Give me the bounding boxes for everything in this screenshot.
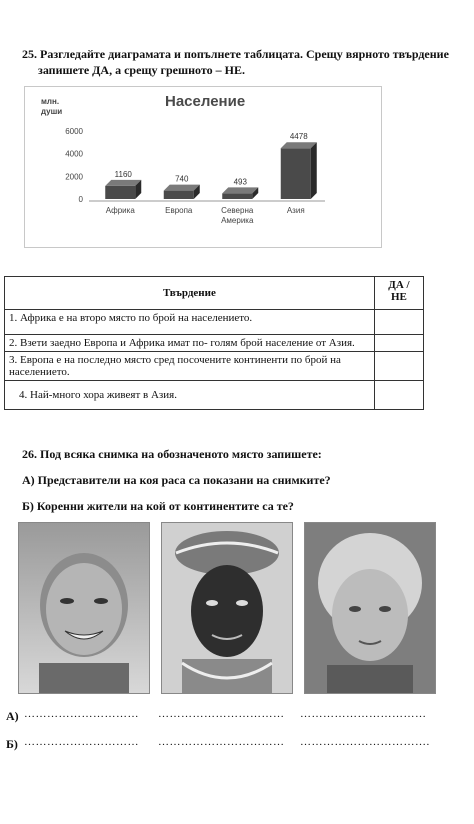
- x-tick-label: Европа: [165, 206, 193, 215]
- bar-top: [105, 180, 141, 186]
- bar-top: [281, 142, 317, 148]
- statements-table: [4, 276, 424, 410]
- q26-title: 26. Под всяка снимка на обозначеното място запишете:: [22, 447, 322, 461]
- answer-cell-4[interactable]: [374, 381, 423, 410]
- answer-a-line-2[interactable]: ……………………………: [158, 708, 285, 720]
- asian-child-photo: [18, 522, 150, 694]
- answer-b-label: Б): [6, 737, 18, 751]
- x-tick-label: Америка: [221, 216, 254, 225]
- answer-cell-1[interactable]: [374, 310, 423, 335]
- header-answer-line1: ДА /: [388, 279, 410, 291]
- chart-ylabel-line2: души: [41, 107, 63, 116]
- table-row: [5, 352, 424, 381]
- bar-top: [222, 187, 258, 193]
- y-tick-label: 6000: [65, 127, 83, 136]
- data-label: 1160: [114, 169, 132, 179]
- bar-top: [164, 185, 200, 191]
- q25-title: 25. Разгледайте диаграмата и попълнете таблицата. Срещу вярното твърдение: [22, 47, 449, 61]
- european-child-photo: [304, 522, 436, 694]
- answer-a-label: А): [6, 709, 19, 723]
- table-row: [5, 310, 424, 335]
- answer-b-line-1[interactable]: …………………………: [24, 736, 139, 748]
- answer-b-line-2[interactable]: ……………………………: [158, 736, 285, 748]
- q26-subquestion-b: Б) Коренни жители на кой от континентите са те?: [22, 499, 294, 513]
- y-tick-label: 2000: [65, 172, 83, 182]
- answer-cell-2[interactable]: [374, 335, 423, 352]
- answer-a-line-1[interactable]: …………………………: [24, 708, 139, 720]
- q25-title-line2: запишете ДА, а срещу грешното – НЕ.: [38, 63, 245, 77]
- table-row: [5, 335, 424, 352]
- y-tick-label: 4000: [65, 149, 83, 159]
- data-label: 493: [233, 177, 247, 187]
- statement-3: 3. Европа е на последно място сред посочените континенти по брой на населението.: [5, 352, 375, 381]
- african-woman-photo: [161, 522, 293, 694]
- bar: [164, 191, 194, 199]
- population-chart: [24, 86, 382, 248]
- bar-side: [311, 142, 317, 199]
- chart-plot: [25, 87, 381, 247]
- data-label: 740: [175, 174, 189, 184]
- chart-ylabel-line1: млн.: [41, 97, 60, 106]
- y-tick-label: 0: [78, 195, 83, 204]
- bar: [105, 186, 135, 199]
- african-woman-photo-graphic: [162, 523, 292, 693]
- chart-title: Население: [165, 93, 246, 110]
- bar: [222, 193, 252, 199]
- table-row: [5, 381, 424, 410]
- header-statement: Твърдение: [5, 277, 375, 310]
- statement-1: 1. Африка е на второ място по брой на населението.: [5, 310, 375, 335]
- x-tick-label: Азия: [286, 206, 305, 215]
- statement-2: 2. Взети заедно Европа и Африка имат по- голям брой население от Азия.: [5, 335, 375, 352]
- table-header-row: [5, 277, 424, 310]
- q26-subquestion-a: А) Представители на коя раса са показани на снимките?: [22, 473, 331, 487]
- answer-a-line-3[interactable]: ……………………………: [300, 708, 427, 720]
- answer-cell-3[interactable]: [374, 352, 423, 381]
- x-tick-label: Африка: [105, 206, 135, 215]
- answer-b-line-3[interactable]: …………………………….: [300, 736, 430, 748]
- asian-child-photo-graphic: [19, 523, 149, 693]
- x-tick-label: Северна: [221, 206, 254, 215]
- header-answer: [374, 277, 423, 310]
- statement-4: 4. Най-много хора живеят в Азия.: [5, 381, 375, 410]
- data-label: 4478: [289, 132, 308, 142]
- header-answer-line2: НЕ: [390, 291, 407, 303]
- european-child-photo-graphic: [305, 523, 435, 693]
- bar: [281, 148, 311, 199]
